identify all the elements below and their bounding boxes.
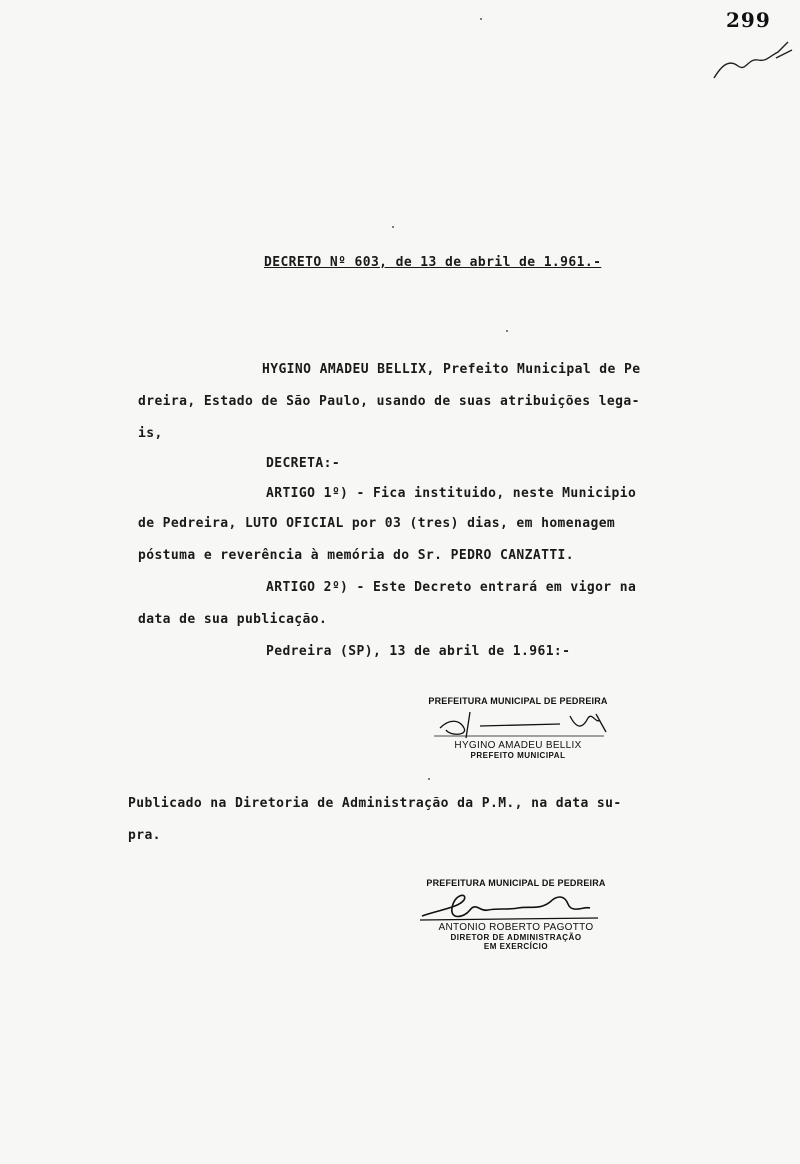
preamble-line-1: HYGINO AMADEU BELLIX, Prefeito Municipal de Pe xyxy=(262,362,641,377)
preamble-line-3: is, xyxy=(138,426,163,441)
artigo2-line-2: data de sua publicação. xyxy=(138,612,328,627)
director-stamp xyxy=(418,878,614,951)
mayor-signature xyxy=(420,706,616,740)
scan-speck xyxy=(392,226,394,228)
scan-speck xyxy=(428,778,430,780)
decreta-heading: DECRETA:- xyxy=(266,456,341,471)
artigo1-line-3: póstuma e reverência à memória do Sr. PEDRO CANZATTI. xyxy=(138,548,575,563)
mayor-stamp-header: PREFEITURA MUNICIPAL DE PEDREIRA xyxy=(428,696,608,706)
place-date: Pedreira (SP), 13 de abril de 1.961:- xyxy=(266,644,571,659)
scan-speck xyxy=(506,330,508,332)
mayor-role: PREFEITO MUNICIPAL xyxy=(470,751,566,760)
director-role: DIRETOR DE ADMINISTRAÇÃO xyxy=(450,933,582,942)
mayor-name: HYGINO AMADEU BELLIX xyxy=(454,740,582,751)
artigo1-line-2: de Pedreira, LUTO OFICIAL por 03 (tres) dias, em homenagem xyxy=(138,516,616,531)
artigo1-line-1: ARTIGO 1º) - Fica instituido, neste Municipio xyxy=(266,486,637,501)
director-role-status: EM EXERCÍCIO xyxy=(483,942,549,951)
scan-speck xyxy=(480,18,482,20)
artigo2-line-1: ARTIGO 2º) - Este Decreto entrará em vigor na xyxy=(266,580,637,595)
director-name: ANTONIO ROBERTO PAGOTTO xyxy=(438,922,594,933)
publication-line-2: pra. xyxy=(128,828,161,843)
director-signature xyxy=(418,888,614,922)
publication-line-1: Publicado na Diretoria de Administração da P.M., na data su- xyxy=(128,796,622,811)
page-number: 299 xyxy=(726,8,771,32)
page-initials-mark xyxy=(708,28,794,88)
preamble-line-2: dreira, Estado de São Paulo, usando de suas atribuições lega- xyxy=(138,394,640,409)
mayor-stamp xyxy=(420,696,616,760)
director-stamp-header: PREFEITURA MUNICIPAL DE PEDREIRA xyxy=(426,878,606,888)
decree-title: DECRETO Nº 603, de 13 de abril de 1.961.- xyxy=(264,255,602,270)
